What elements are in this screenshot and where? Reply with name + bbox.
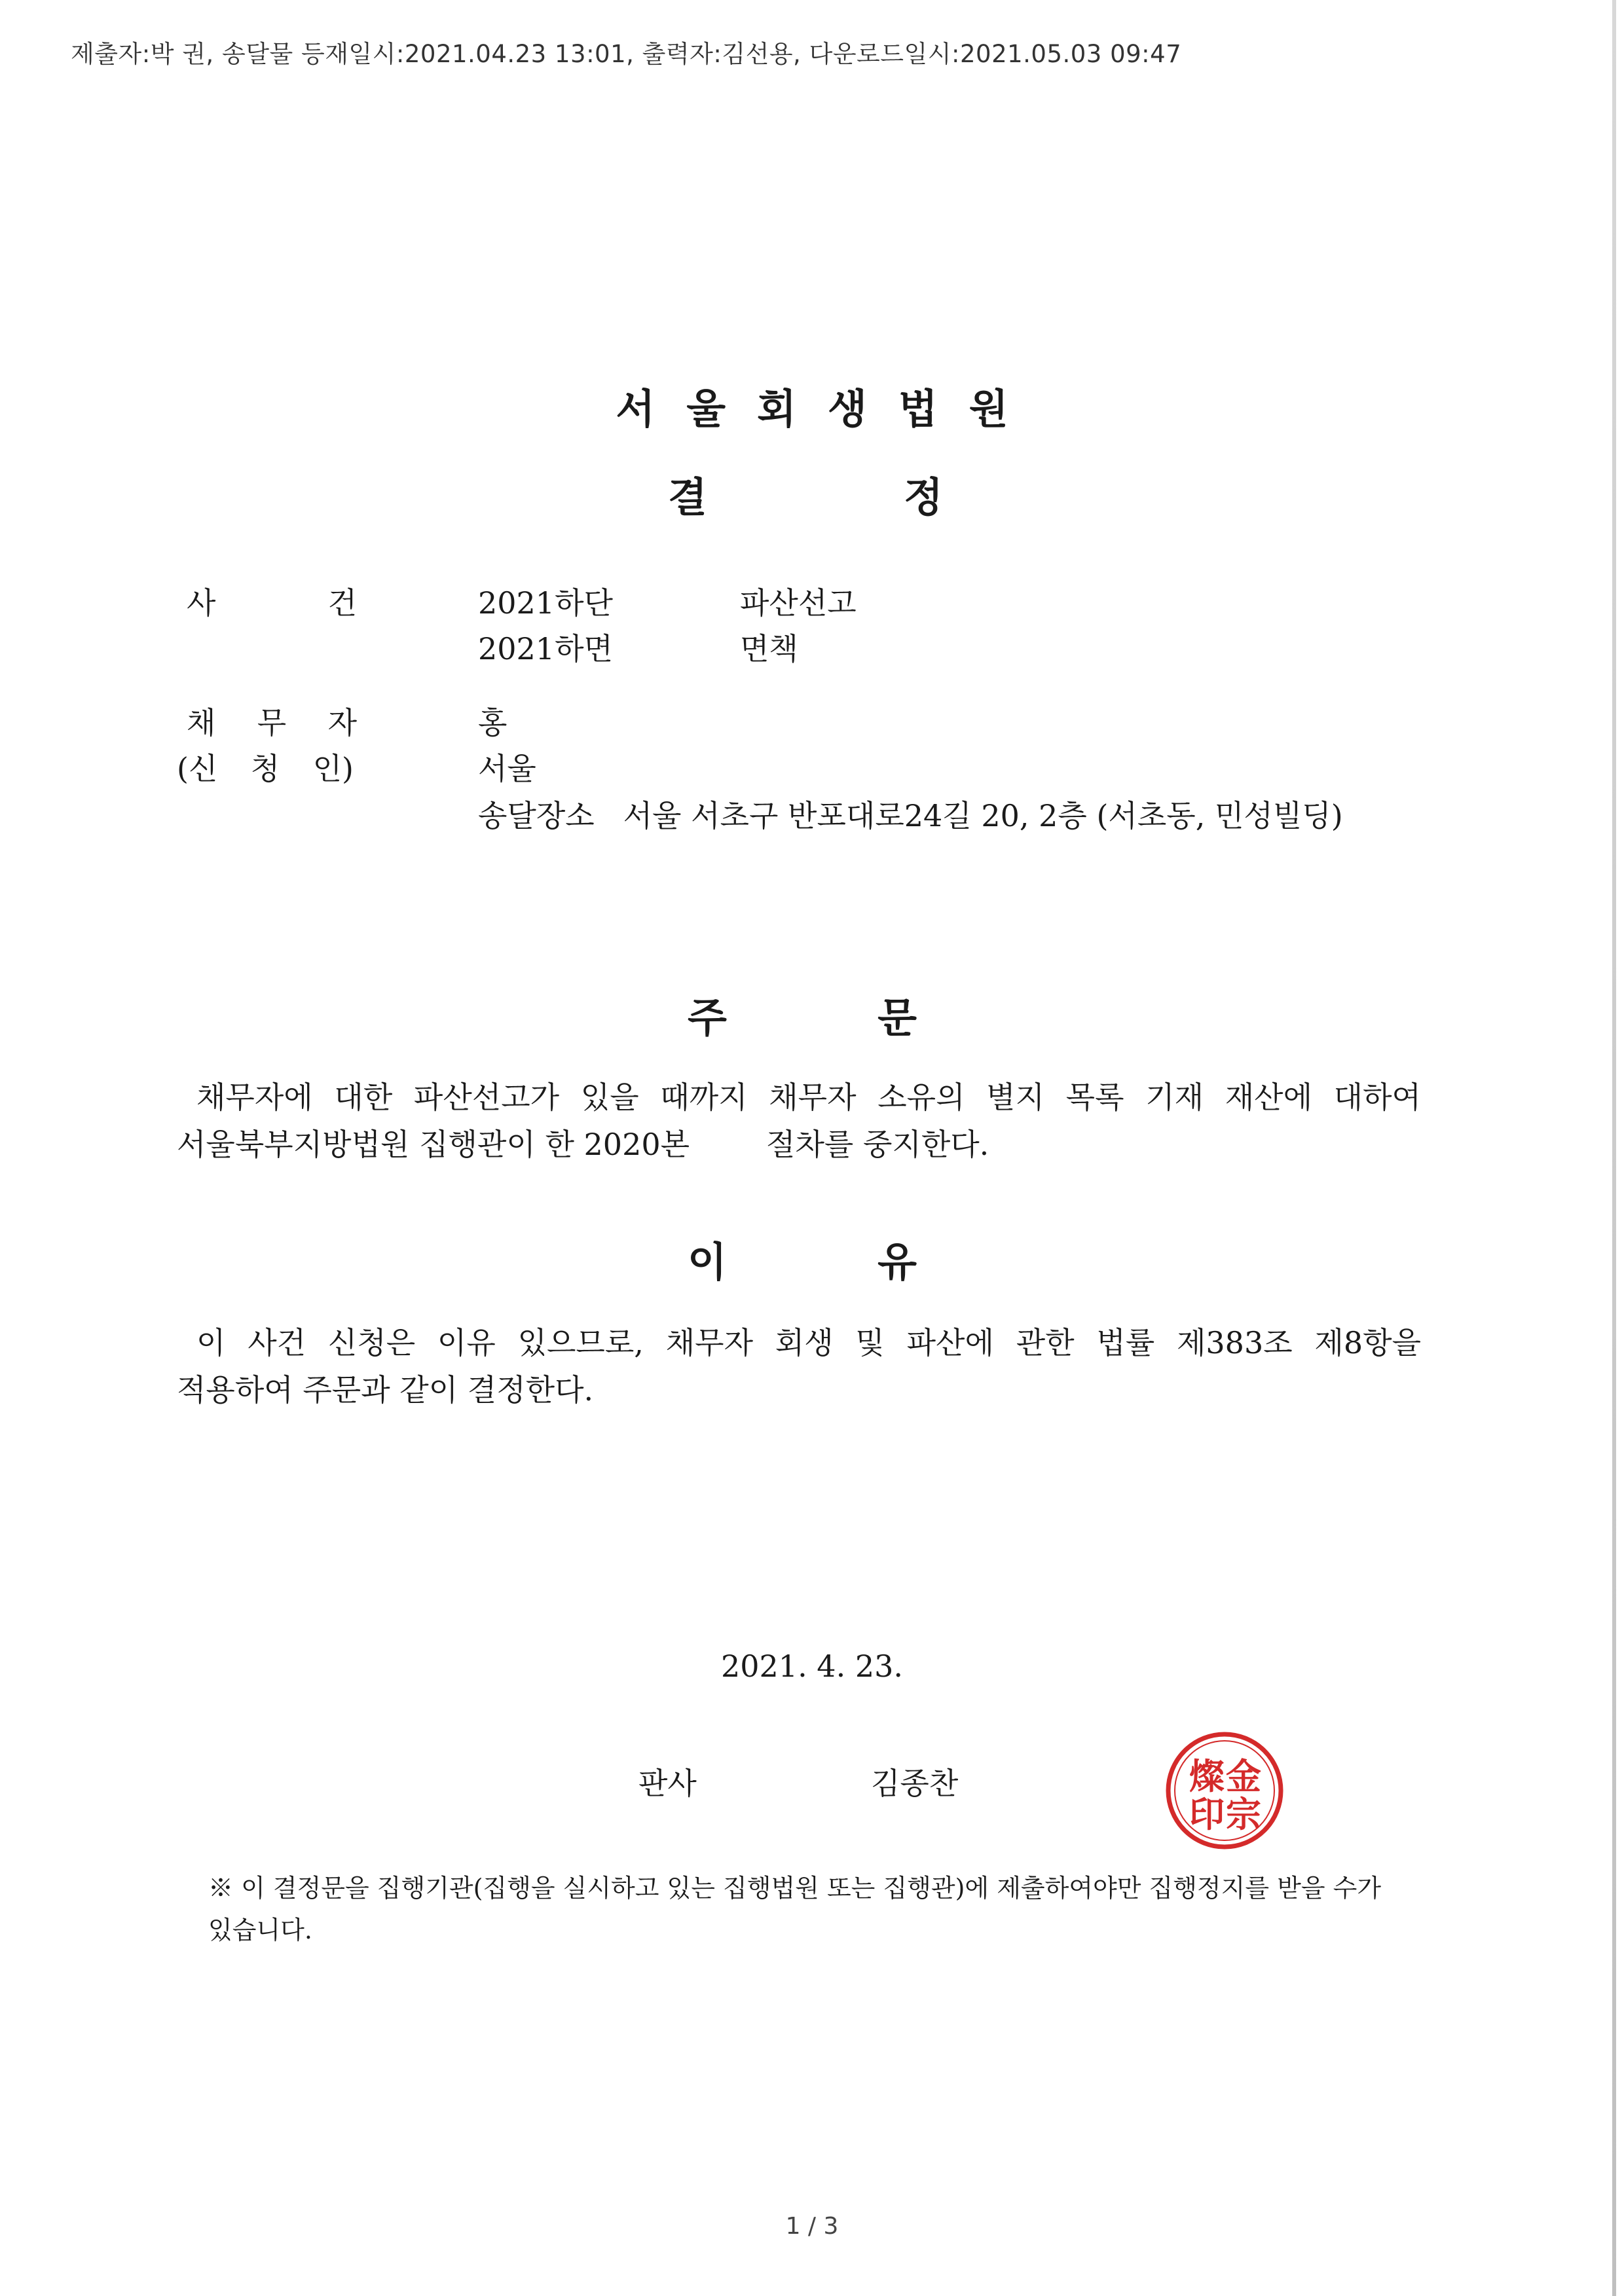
execution-notice: ※ 이 결정문을 집행기관(집행을 실시하고 있는 집행법원 또는 집행관)에 제출하여야만 집행정지를 받을 수가 있습니다. <box>208 1874 1382 1944</box>
scan-edge-shadow <box>1612 0 1616 2296</box>
order-heading: 주 문 <box>688 994 917 1042</box>
debtor-address: 서울 <box>478 751 536 786</box>
download-meta-line: 제출자:박 권, 송달물 등재일시:2021.04.23 13:01, 출력자:김선용, 다운로드일시:2021.05.03 09:47 <box>71 40 1182 68</box>
judge-title: 판사 <box>638 1766 697 1801</box>
svg-text:金: 金 <box>1226 1755 1261 1797</box>
official-seal-icon <box>1162 1728 1287 1853</box>
case-label: 사 건 <box>187 585 357 621</box>
decision-date: 2021. 4. 23. <box>721 1649 903 1684</box>
court-name: 서울회생법원 <box>616 385 1040 433</box>
order-line-2: 서울북부지방법원 집행관이 한 2020본 절차를 중지한다. <box>177 1127 989 1162</box>
title-char-left: 결 <box>668 473 707 521</box>
reason-line-1: 이 사건 신청은 이유 있으므로, 채무자 회생 및 파산에 관한 법률 제383조 제8항을 <box>196 1325 1421 1360</box>
delivery-address: 송달장소 서울 서초구 반포대로24길 20, 2층 (서초동, 민성빌딩) <box>478 798 1343 833</box>
debtor-label: 채 무 자 <box>187 705 357 740</box>
case-number-1: 2021하단 <box>478 585 613 621</box>
svg-text:印: 印 <box>1189 1793 1225 1835</box>
case-number-2: 2021하면 <box>478 631 613 666</box>
debtor-name: 홍 <box>478 705 507 740</box>
reason-text <box>177 1319 1421 1413</box>
svg-text:宗: 宗 <box>1226 1793 1261 1835</box>
applicant-label: (신 청 인) <box>177 751 354 786</box>
svg-text:燦: 燦 <box>1189 1755 1225 1797</box>
reason-line-2: 적용하여 주문과 같이 결정한다. <box>177 1372 594 1408</box>
judge-name: 김종찬 <box>871 1766 959 1801</box>
order-line-1: 채무자에 대한 파산선고가 있을 때까지 채무자 소유의 별지 목록 기재 재산에 대하여 <box>196 1080 1421 1115</box>
document-title <box>668 465 943 523</box>
title-char-right: 정 <box>904 473 943 521</box>
case-type-2: 면책 <box>740 631 798 666</box>
page-number: 1 / 3 <box>785 2213 839 2240</box>
order-text <box>177 1074 1421 1168</box>
reason-heading: 이 유 <box>688 1238 917 1286</box>
case-type-1: 파산선고 <box>740 585 857 621</box>
